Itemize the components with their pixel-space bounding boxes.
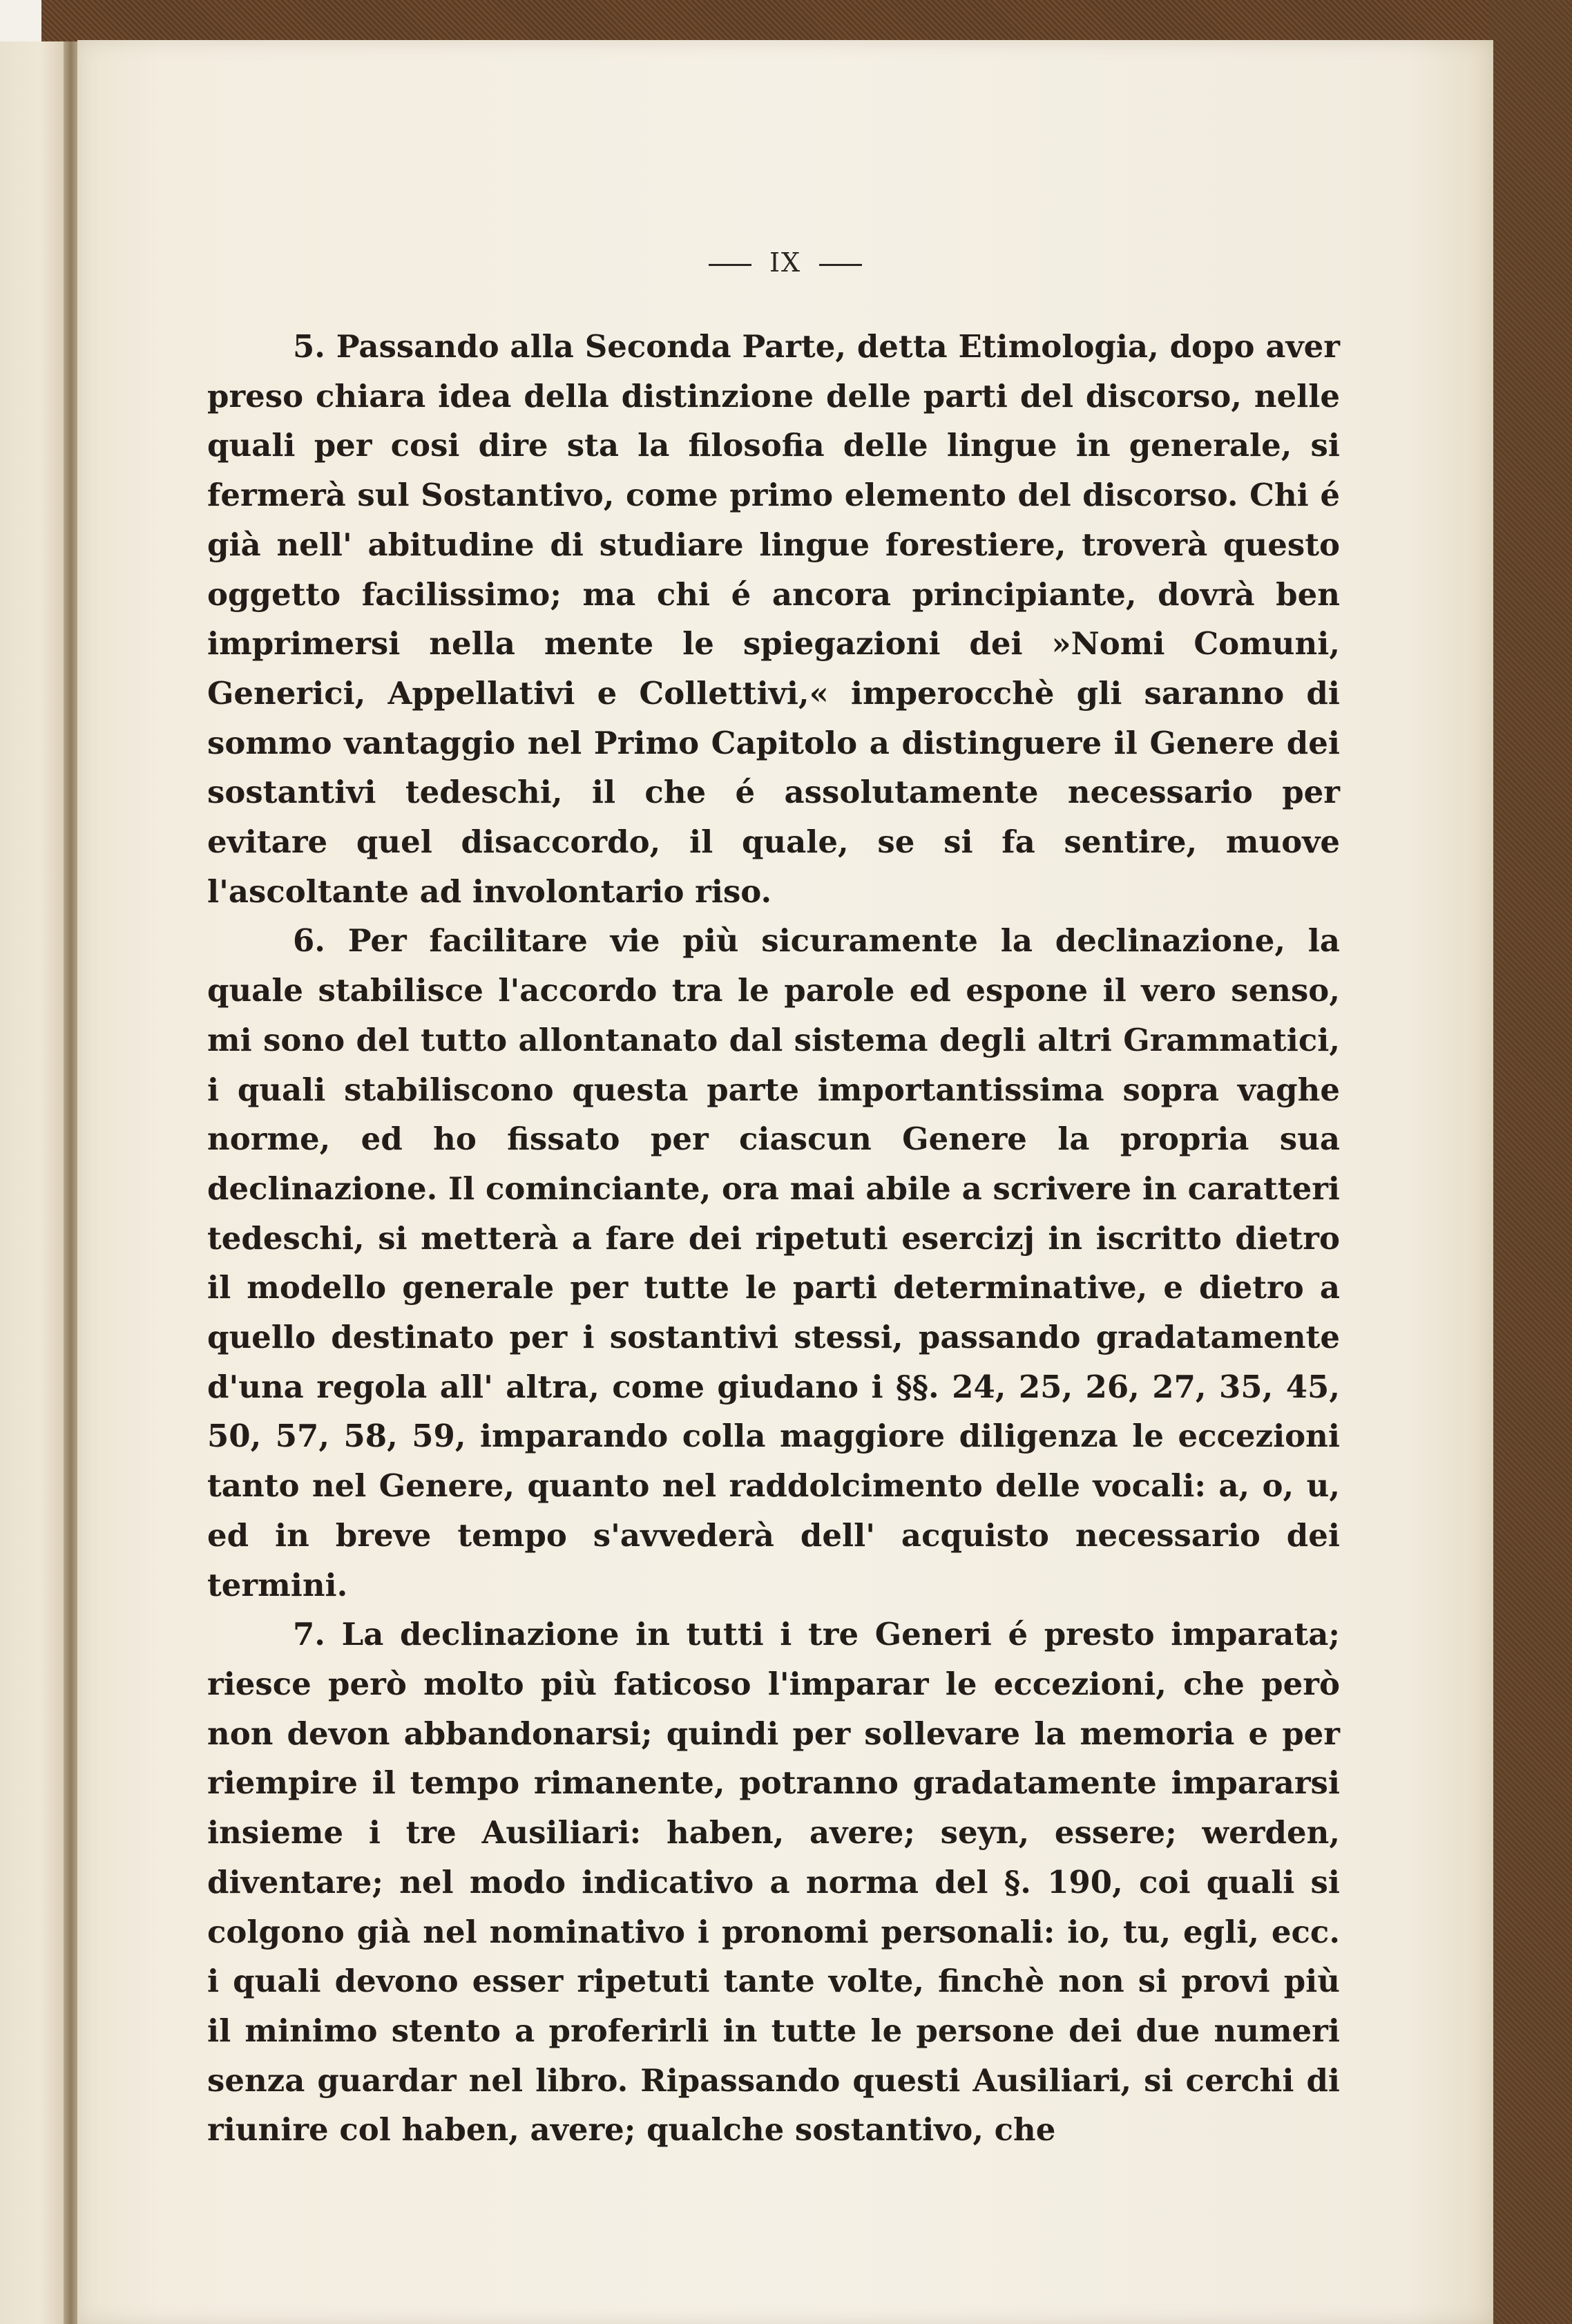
book-cover-top-edge (41, 0, 1572, 46)
book-cover-right-edge (1488, 0, 1572, 2324)
body-text (207, 322, 1340, 2155)
paragraph-5: 5. Passando alla Seconda Parte, detta Etimologia, dopo aver preso chiara idea della distinzione delle parti del discorso, nelle quali per cosi dire sta la filosofia delle lingue in generale, si fermerà sul Sostantivo, come primo elemento del discorso. Chi é già nell' abitudine di studiare lingue forestiere, troverà questo oggetto facilissimo; ma chi é ancora principiante, dovrà ben imprimersi nella mente le spiegazioni dei »Nomi Comuni, Generici, Appellativi e Collettivi,« imperocchè gli saranno di sommo vantaggio nel Primo Capitolo a distinguere il Genere dei sostantivi tedeschi, il che é assolutamente necessario per evitare quel disaccordo, il quale, se si fa sentire, muove l'ascoltante ad involontario riso. (207, 328, 1340, 910)
previous-page-edge (0, 41, 66, 2324)
page-number (77, 247, 1493, 278)
book-page (77, 40, 1493, 2324)
paragraph-6: 6. Per facilitare vie più sicuramente la declinazione, la quale stabilisce l'accordo tra le parole ed espone il vero senso, mi sono del tutto allontanato dal sistema degli altri Grammatici, i quali stabiliscono questa parte importantissima sopra vaghe norme, ed ho fissato per ciascun Genere la propria sua declinazione. Il cominciante, ora mai abile a scrivere in caratteri tedeschi, si metterà a fare dei ripetuti esercizj in iscritto dietro il modello generale per tutte le parti determinative, e dietro a quello destinato per i sostantivi stessi, passando gradatamente d'una regola all' altra, come giudano i §§. 24, 25, 26, 27, 35, 45, 50, 57, 58, 59, imparando colla maggiore diligenza le eccezioni tanto nel Genere, quanto nel raddolcimento delle vocali: a, o, u, ed in breve tempo s'avvederà dell' acquisto necessario dei termini. (207, 922, 1340, 1603)
folio-dash-right (819, 264, 862, 266)
page-number-text: IX (769, 247, 802, 278)
folio-dash-left (709, 264, 751, 266)
paragraph-7: 7. La declinazione in tutti i tre Generi é presto imparata; riesce però molto più faticoso l'imparar le eccezioni, che però non devon abbandonarsi; quindi per sollevare la memoria e per riempire il tempo rimanente, potranno gradatamente impararsi insieme i tre Ausiliari: haben, avere; seyn, essere; werden, diventare; nel modo indicativo a norma del §. 190, coi quali si colgono già nel nominativo i pronomi personali: io, tu, egli, ecc. i quali devono esser ripetuti tante volte, finchè non si provi più il minimo stento a proferirli in tutte le persone dei due numeri senza guardar nel libro. Ripassando questi Ausiliari, si cerchi di riunire col haben, avere; qualche sostantivo, che (207, 1616, 1340, 2149)
